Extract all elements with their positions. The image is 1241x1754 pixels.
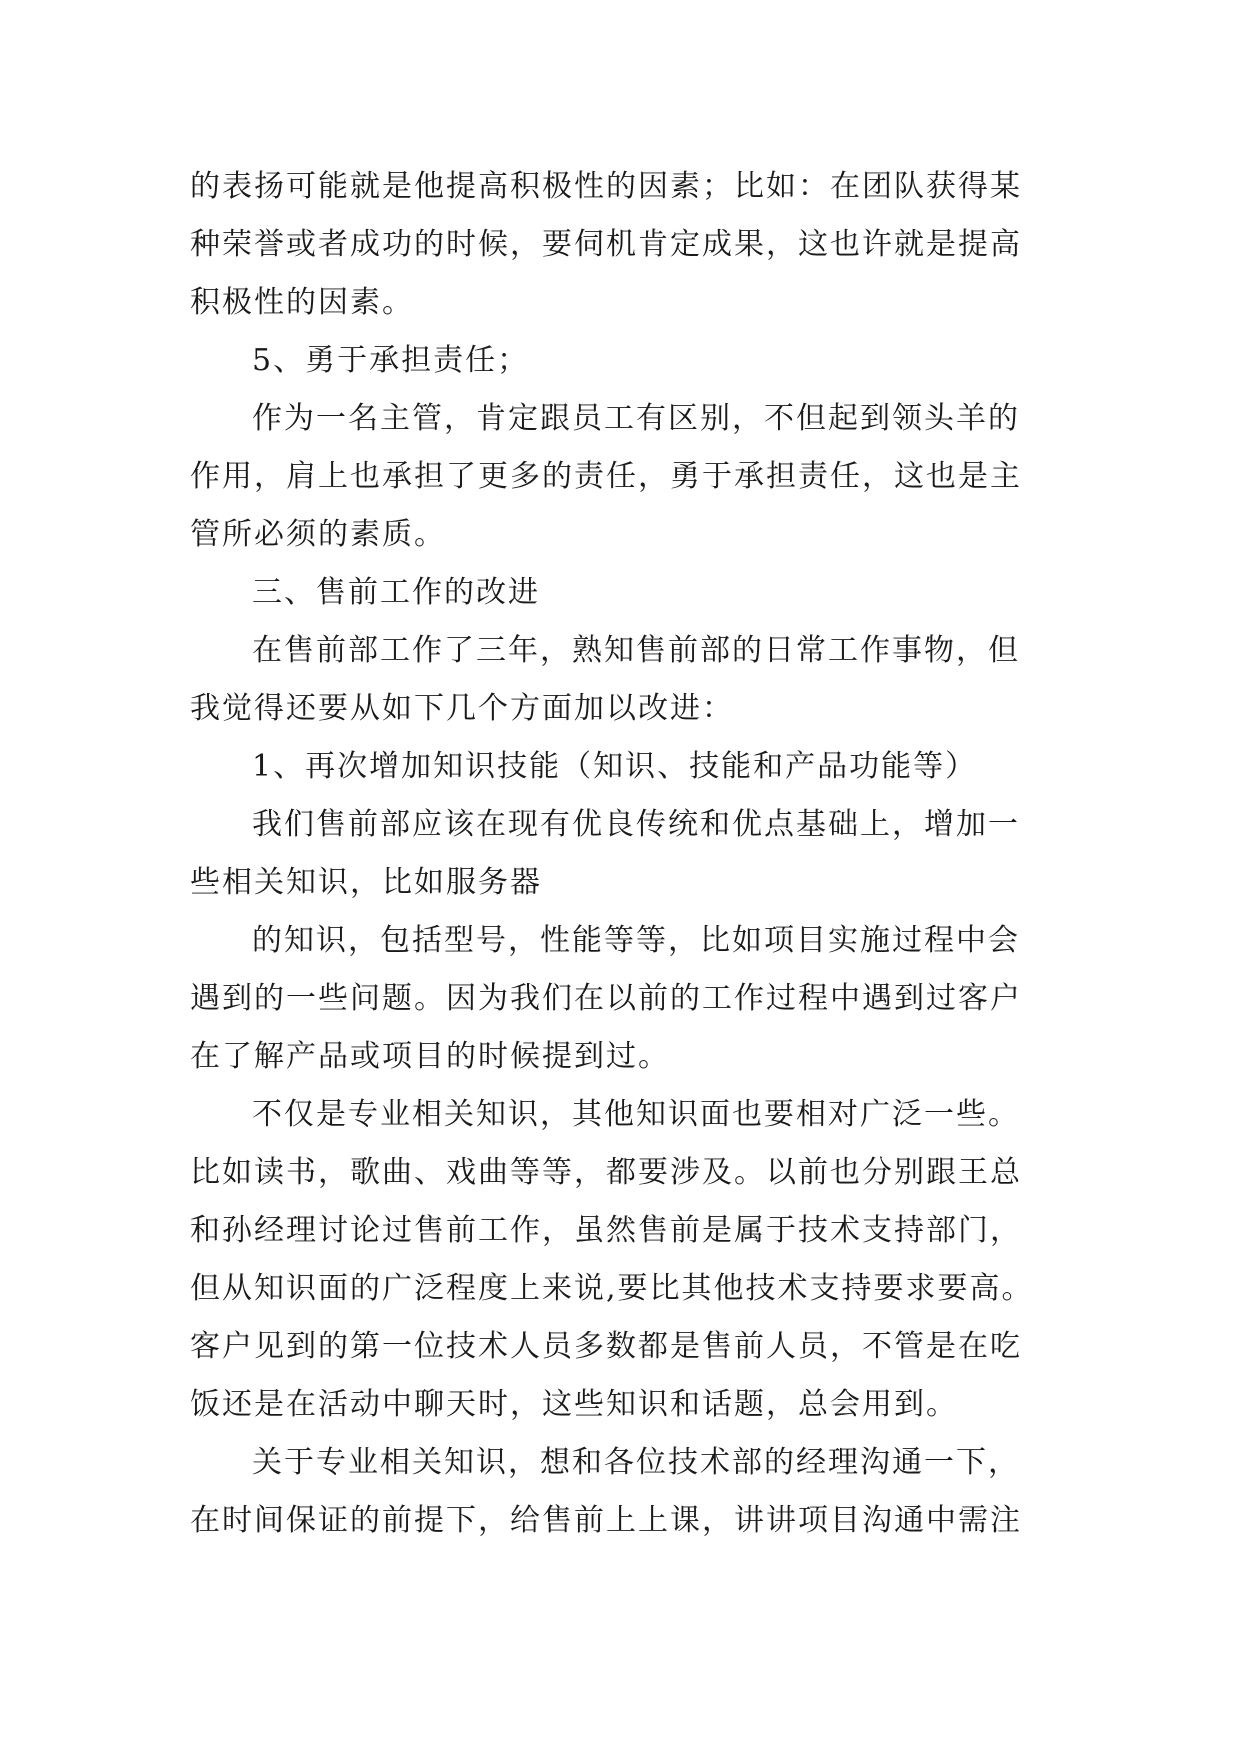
text-line: 我们售前部应该在现有优良传统和优点基础上，增加一	[252, 807, 1020, 842]
text-line: 的知识，包括型号，性能等等，比如项目实施过程中会	[252, 923, 1020, 958]
text-line: 和孙经理讨论过售前工作，虽然售前是属于技术支持部门，	[190, 1213, 1022, 1248]
text-line: 作为一名主管，肯定跟员工有区别，不但起到领头羊的	[252, 401, 1020, 436]
text-line: 在时间保证的前提下，给售前上上课，讲讲项目沟通中需注	[190, 1503, 1022, 1538]
text-line: 比如读书，歌曲、戏曲等等，都要涉及。以前也分别跟王总	[190, 1155, 1022, 1190]
text-line: 种荣誉或者成功的时候，要伺机肯定成果，这也许就是提高	[190, 227, 1022, 262]
text-line: 三、售前工作的改进	[252, 575, 540, 610]
text-line: 但从知识面的广泛程度上来说,要比其他技术支持要求要高。	[190, 1271, 1034, 1306]
text-line: 积极性的因素。	[190, 285, 414, 320]
text-line: 5、勇于承担责任；	[252, 343, 530, 378]
document-body	[190, 158, 1050, 1550]
text-line: 管所必须的素质。	[190, 517, 446, 552]
text-line: 饭还是在活动中聊天时，这些知识和话题，总会用到。	[190, 1387, 958, 1422]
text-line: 在了解产品或项目的时候提到过。	[190, 1039, 670, 1074]
text-line: 1、再次增加知识技能（知识、技能和产品功能等）	[252, 749, 978, 784]
text-line: 关于专业相关知识，想和各位技术部的经理沟通一下，	[252, 1445, 1020, 1480]
text-line: 的表扬可能就是他提高积极性的因素；比如：在团队获得某	[190, 169, 1022, 204]
text-line: 不仅是专业相关知识，其他知识面也要相对广泛一些。	[252, 1097, 1020, 1132]
text-line: 些相关知识，比如服务器	[190, 865, 542, 900]
text-line: 我觉得还要从如下几个方面加以改进：	[190, 691, 734, 726]
text-line: 客户见到的第一位技术人员多数都是售前人员，不管是在吃	[190, 1329, 1022, 1364]
text-line: 作用，肩上也承担了更多的责任，勇于承担责任，这也是主	[190, 459, 1022, 494]
text-line: 在售前部工作了三年，熟知售前部的日常工作事物，但	[252, 633, 1020, 668]
text-line: 遇到的一些问题。因为我们在以前的工作过程中遇到过客户	[190, 981, 1022, 1016]
